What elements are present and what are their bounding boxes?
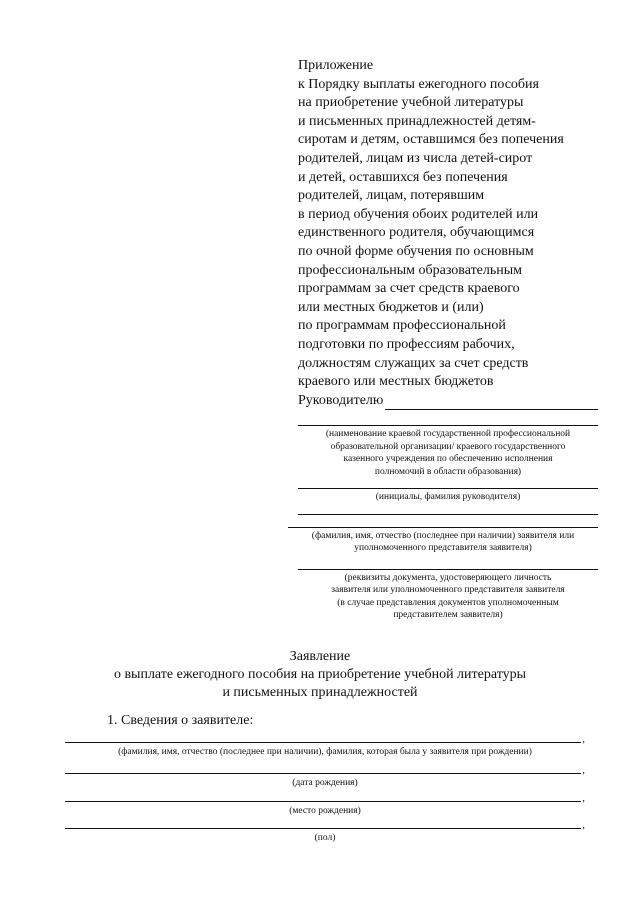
fullname-field	[65, 735, 585, 759]
appendix-line: и письменных принадлежностей детям-	[298, 113, 536, 129]
head-caption: (инициалы, фамилия руководителя)	[375, 492, 521, 502]
appendix-line: подготовки по профессиям рабочих,	[298, 336, 515, 352]
statement-subtitle-2: и письменных принадлежностей	[222, 685, 418, 700]
birthplace-field	[65, 794, 585, 818]
appendix-line: программам за счет средств краевого	[298, 281, 520, 297]
appendix-line: в период обучения обоих родителей или	[298, 206, 539, 222]
document-input-line[interactable]	[298, 569, 598, 570]
appendix-line: сиротам и детям, оставшимся без попечения	[298, 132, 564, 148]
appendix-block	[298, 57, 598, 392]
appendix-line: к Порядку выплаты ежегодного пособия	[298, 76, 539, 92]
applicant-caption: (фамилия, имя, отчество (последнее при наличии) заявителя или уполномоченного представителя заявителя)	[311, 530, 575, 553]
appendix-line: или местных бюджетов и (или)	[298, 299, 484, 315]
appendix-line: и детей, оставшихся без попечения	[298, 169, 508, 185]
org-caption: (наименование краевой государственной профессиональной образовательной организации/ краевого государственного казенного учреждения по обеспечению исполнения полномочий в области образования)	[325, 429, 571, 477]
addressee-block	[298, 392, 598, 622]
appendix-line: единственного родителя, обучающимся	[298, 225, 535, 241]
appendix-line: родителей, лицам из числа детей-сирот	[298, 150, 533, 166]
recipient-input-line[interactable]	[385, 395, 598, 410]
appendix-line: краевого или местных бюджетов	[298, 374, 494, 390]
field-separator: ,	[582, 733, 585, 745]
recipient-label: Руководителю	[298, 393, 384, 408]
head-input-line[interactable]	[298, 488, 598, 489]
sex-caption: (пол)	[314, 833, 336, 843]
birthdate-input-line[interactable]	[65, 773, 581, 774]
document-caption: (реквизиты документа, удостоверяющего личность заявителя или уполномоченного представителя заявителя (в случае представления документов уполномоченным представителем заявителя)	[331, 572, 565, 620]
fullname-input-line[interactable]	[65, 742, 581, 743]
statement-title: Заявление	[289, 649, 351, 664]
birthplace-input-line[interactable]	[65, 801, 581, 802]
applicant-input-line-2[interactable]	[288, 527, 598, 528]
sex-field	[65, 821, 585, 845]
appendix-line: на приобретение учебной литературы	[298, 95, 524, 111]
birthplace-caption: (место рождения)	[289, 806, 361, 816]
field-separator: ,	[582, 792, 585, 804]
appendix-line: по очной форме обучения по основным	[298, 243, 534, 259]
section-heading: 1. Сведения о заявителе:	[107, 713, 254, 728]
recipient-row	[298, 392, 598, 410]
appendix-line: по программам профессиональной	[298, 318, 506, 334]
appendix-line: должностям служащих за счет средств	[298, 355, 529, 371]
appendix-line: родителей, лицам, потерявшим	[298, 188, 485, 204]
field-separator: ,	[582, 764, 585, 776]
sex-input-line[interactable]	[65, 828, 581, 829]
appendix-line: профессиональным образовательным	[298, 262, 523, 278]
applicant-input-line-1[interactable]	[298, 514, 598, 515]
statement-subtitle-1: о выплате ежегодного пособия на приобретение учебной литературы	[113, 667, 527, 682]
field-separator: ,	[582, 819, 585, 831]
appendix-title: Приложение	[298, 58, 374, 73]
fullname-caption: (фамилия, имя, отчество (последнее при наличии), фамилия, которая была у заявителя при рождении)	[118, 747, 532, 757]
birthdate-field	[65, 766, 585, 790]
birthdate-caption: (дата рождения)	[292, 778, 358, 788]
org-input-line[interactable]	[298, 425, 598, 426]
